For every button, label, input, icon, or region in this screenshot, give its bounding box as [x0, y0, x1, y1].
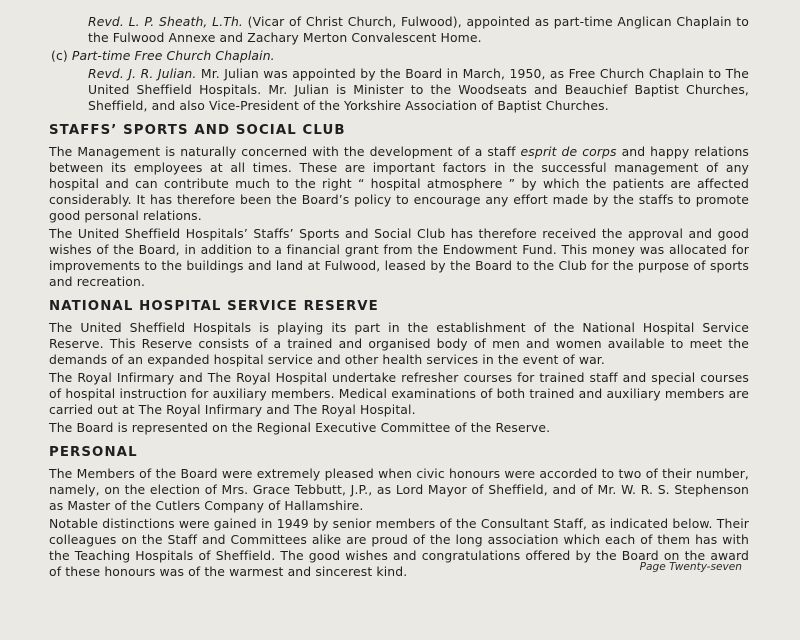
- staffs-club-p1-after: and happy relations between its employees at all times. These are important factors in the successful management of any hospital and can contribute much to the right “ hospital atmosphere ” by which the patients are affected considerably. It has therefore been the Board’s policy to encourage any effort made by the staffs to promote good personal relations.: [49, 144, 749, 223]
- chaplain-name-2: Revd. J. R. Julian.: [88, 66, 197, 81]
- chaplain-text-1: (Vicar of Christ Church, Fulwood), appointed as part-time Anglican Chaplain to the Fulwood Annexe and Zachary Merton Convalescent Home.: [88, 14, 749, 45]
- staffs-club-paragraph-1: [49, 144, 749, 224]
- staffs-club-heading: STAFFS’ SPORTS AND SOCIAL CLUB: [49, 123, 346, 138]
- nhsr-paragraph-1: The United Sheffield Hospitals is playing its part in the establishment of the National Hospital Service Reserve. This Reserve consists of a trained and organised body of men and women available to meet the demands of an expanded hospital service and other health services in the event of war.: [49, 320, 749, 367]
- personal-heading: PERSONAL: [49, 445, 138, 460]
- staffs-club-p1-before: The Management is naturally concerned with the development of a staff: [49, 144, 521, 159]
- chaplain-entry-1: [49, 14, 749, 46]
- page-content: [49, 14, 749, 580]
- nhsr-paragraph-2: The Royal Infirmary and The Royal Hospital undertake refresher courses for trained staff and special courses of hospital instruction for auxiliary members. Medical examinations of both trained and auxiliary members are carried out at The Royal Infirmary and The Royal Hospital.: [49, 370, 749, 417]
- staffs-club-paragraph-2: The United Sheffield Hospitals’ Staffs’ Sports and Social Club has therefore received the approval and good wishes of the Board, in addition to a financial grant from the Endowment Fund. This money was allocated for improvements to the buildings and land at Fulwood, leased by the Board to the Club for the purpose of sports and recreation.: [49, 226, 749, 289]
- personal-paragraph-1: The Members of the Board were extremely pleased when civic honours were accorded to two of their number, namely, on the election of Mrs. Grace Tebbutt, J.P., as Lord Mayor of Sheffield, and of Mr. W. R. S. Stephenson as Master of the Cutlers Company of Hallamshire.: [49, 466, 749, 513]
- personal-paragraph-2: Notable distinctions were gained in 1949 by senior members of the Consultant Staff, as indicated below. Their colleagues on the Staff and Committees alike are proud of the long association which each of them has with the Teaching Hospitals of Sheffield. The good wishes and congratulations offered by the Board on the award of these honours was of the warmest and sincerest kind.: [49, 516, 749, 579]
- subsection-c-label: (c): [51, 48, 68, 63]
- page-number-label: Page Twenty-seven: [639, 561, 742, 573]
- chaplain-entry-2: [49, 66, 749, 114]
- chaplain-name-1: Revd. L. P. Sheath, L.Th.: [88, 14, 243, 29]
- nhsr-paragraph-3: The Board is represented on the Regional Executive Committee of the Reserve.: [49, 420, 551, 435]
- subsection-c: [49, 48, 749, 64]
- staffs-club-p1-italic: esprit de corps: [520, 144, 617, 159]
- nhsr-heading: NATIONAL HOSPITAL SERVICE RESERVE: [49, 299, 379, 314]
- subsection-c-title: Part-time Free Church Chaplain.: [71, 48, 275, 63]
- chaplain-text-2: Mr. Julian was appointed by the Board in March, 1950, as Free Church Chaplain to The United Sheffield Hospitals. Mr. Julian is Minister to the Woodseats and Beauchief Baptist Churches, Sheffield, and also Vice-President of the Yorkshire Association of Baptist Churches.: [88, 66, 749, 113]
